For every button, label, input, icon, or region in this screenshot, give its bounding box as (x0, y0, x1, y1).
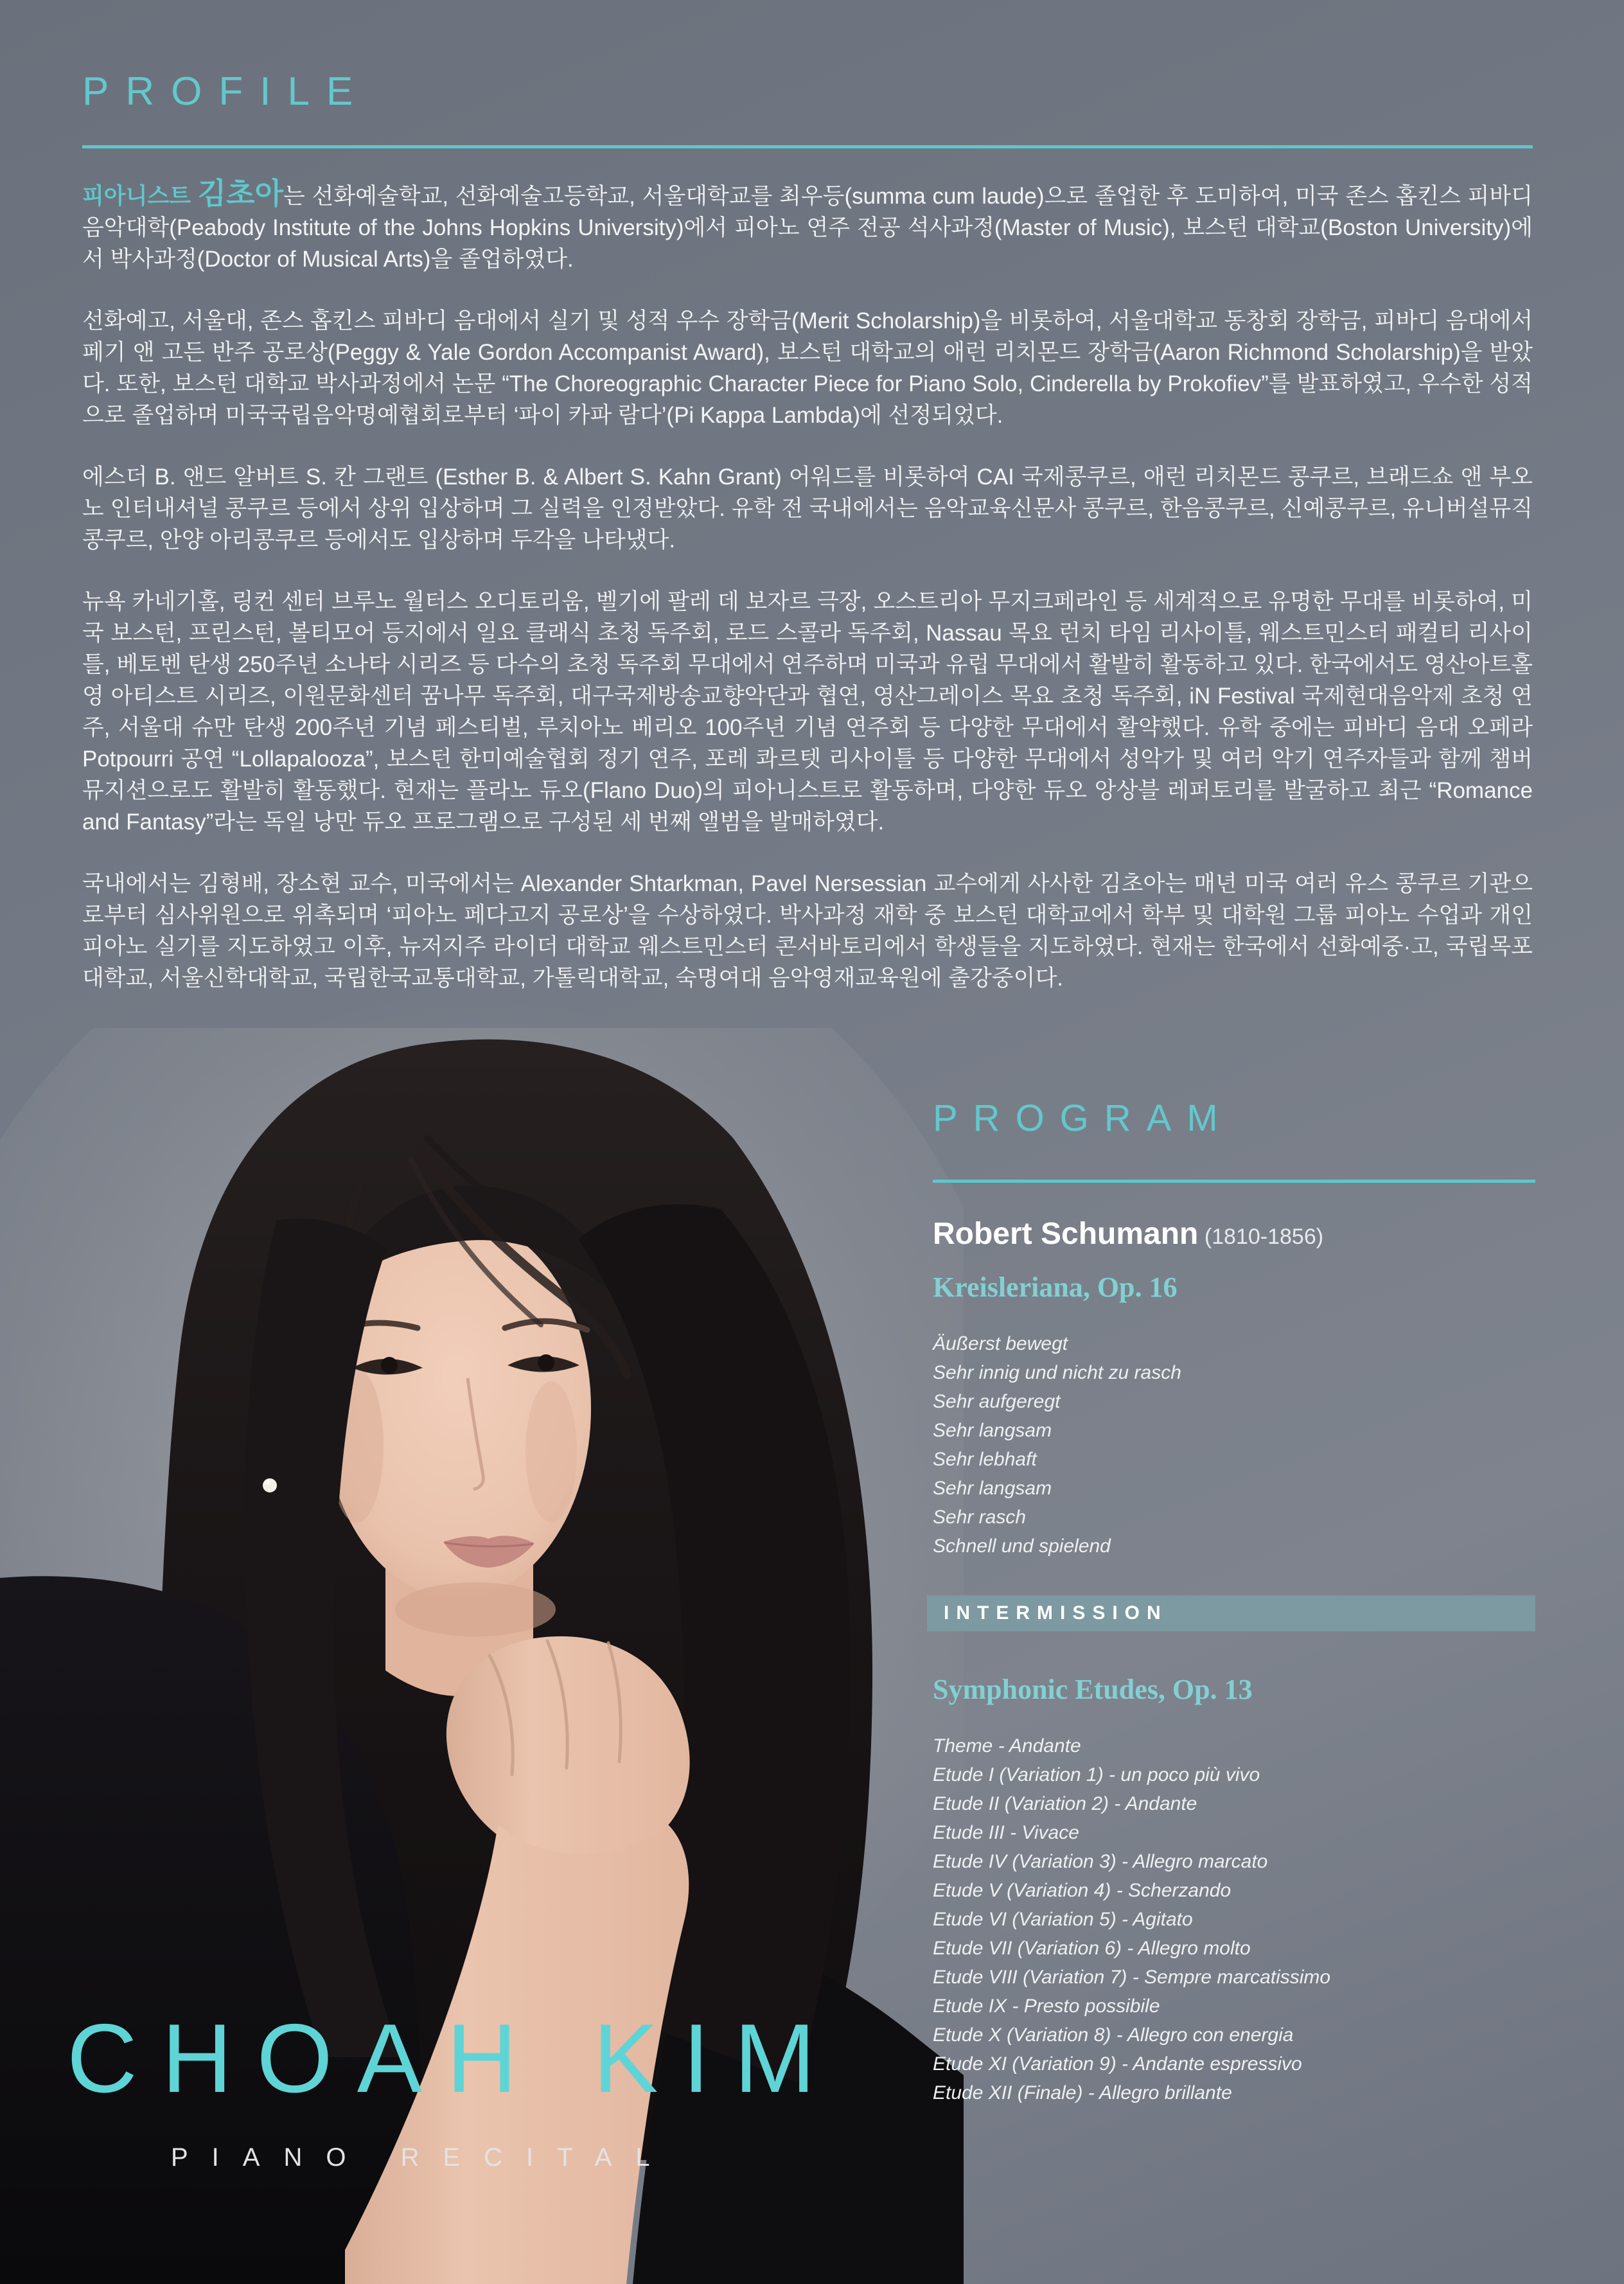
movement: Etude VI (Variation 5) - Agitato (933, 1909, 1193, 1930)
movement: Sehr langsam (933, 1478, 1052, 1499)
artist-name: CHOAH KIM (67, 2004, 840, 2113)
pianist-name: 김초아 (197, 177, 284, 210)
program-divider (933, 1180, 1535, 1183)
piece2-movements (933, 1731, 1535, 2107)
movement: Etude VIII (Variation 7) - Sempre marcatissimo (933, 1967, 1331, 1988)
chin-shadow (395, 1582, 556, 1636)
movement: Äußerst bewegt (933, 1333, 1068, 1354)
profile-section (82, 69, 1533, 1024)
composer-line (933, 1217, 1535, 1253)
composer-dates: (1810-1856) (1198, 1225, 1324, 1249)
intermission-banner: INTERMISSION (927, 1595, 1535, 1631)
profile-divider (82, 145, 1533, 148)
profile-paragraph-3: 에스더 B. 앤드 알버트 S. 칸 그랜트 (Esther B. & Albert S. Kahn Grant) 어워드를 비롯하여 CAI 국제콩쿠르, 애런 리치몬드 콩쿠르, 브래드쇼 앤 부오노 인터내셔널 콩쿠르 등에서 상위 입상하며 그 실력을 인정받았다. 유학 전 국내에서는 음악교육신문사 콩쿠르, 한음콩쿠르, 신예콩쿠르, 유니버설뮤직콩쿠르, 안양 아리콩쿠르 등에서도 입상하며 두각을 나타냈다. (82, 465, 1533, 553)
profile-paragraph-2: 선화예고, 서울대, 존스 홉킨스 피바디 음대에서 실기 및 성적 우수 장학금(Merit Scholarship)을 비롯하여, 서울대학교 동창회 장학금, 피바디 음대에서 페기 앤 고든 반주 공로상(Peggy & Yale Gordon Accompanist Award), 보스턴 대학교의 애런 리치몬드 장학금(Aaron Richmond Scholarship)을 받았다. 또한, 보스턴 대학교 박사과정에서 논문 “The Choreographic Character Piece for Piano Solo, Cinderella by Prokofiev”를 발표하였고, 우수한 성적으로 졸업하며 미국국립음악명예협회로부터 ‘파이 카파 람다’(Pi Kappa Lambda)에 선정되었다. (82, 308, 1533, 428)
movement: Etude XI (Variation 9) - Andante espressivo (933, 2053, 1302, 2075)
profile-body (82, 178, 1533, 994)
movement: Etude IX - Presto possibile (933, 1996, 1160, 2017)
profile-heading: PROFILE (82, 69, 370, 114)
movement: Etude IV (Variation 3) - Allegro marcato (933, 1851, 1268, 1872)
pianist-label: 피아니스트 (82, 184, 198, 209)
recital-subtitle: PIANO RECITAL (171, 2143, 674, 2172)
movement: Etude II (Variation 2) - Andante (933, 1793, 1197, 1814)
piece2-title: Symphonic Etudes, Op. 13 (933, 1674, 1253, 1705)
program-section (933, 1097, 1535, 2107)
movement: Etude VII (Variation 6) - Allegro molto (933, 1938, 1251, 1959)
earring-highlight (265, 1480, 270, 1485)
movement: Sehr lebhaft (933, 1449, 1037, 1470)
profile-paragraph-5: 국내에서는 김형배, 장소현 교수, 미국에서는 Alexander Shtarkman, Pavel Nersessian 교수에게 사사한 김초아는 매년 미국 여러 유스 콩쿠르 기관으로부터 심사위원으로 위촉되며 ‘피아노 페다고지 공로상’을 수상하였다. 박사과정 재학 중 보스턴 대학교에서 학부 및 대학원 그룹 피아노 수업과 개인 피아노 실기를 지도하였고 이후, 뉴저지주 라이더 대학교 웨스트민스터 콘서바토리에서 학생들을 지도하였다. 현재는 한국에서 선화예중·고, 국립목포대학교, 서울신학대학교, 국립한국교통대학교, 가톨릭대학교, 숙명여대 음악영재교육원에 출강중이다. (82, 871, 1533, 991)
movement: Sehr rasch (933, 1507, 1027, 1528)
movement: Sehr aufgeregt (933, 1391, 1061, 1412)
movement: Etude I (Variation 1) - un poco più vivo (933, 1764, 1260, 1785)
profile-paragraph-4: 뉴욕 카네기홀, 링컨 센터 브루노 월터스 오디토리움, 벨기에 팔레 데 보자르 극장, 오스트리아 무지크페라인 등 세계적으로 유명한 무대를 비롯하여, 미국 보스턴, 프린스턴, 볼티모어 등지에서 일요 클래식 초청 독주회, 로드 스콜라 독주회, Nassau 목요 런치 타임 리사이틀, 웨스트민스터 패컬티 리사이틀, 베토벤 탄생 250주년 소나타 시리즈 등 다수의 초청 독주회 무대에서 연주하며 미국과 유럽 무대에서 활발히 활동하고 있다. 한국에서도 영산아트홀 영 아티스트 시리즈, 이원문화센터 꿈나무 독주회, 대구국제방송교향악단과 협연, 영산그레이스 목요 초청 독주회, iN Festival 국제현대음악제 초청 연주, 서울대 슈만 탄생 200주년 기념 페스티벌, 루치아노 베리오 100주년 기념 연주회 등 다양한 무대에서 활약했다. 유학 중에는 피바디 음대 오페라 Potpourri 공연 “Lollapalooza”, 보스턴 한미예술협회 정기 연주, 포레 콰르텟 리사이틀 등 다양한 무대에서 성악가 및 여러 악기 연주자들과 함께 챔버 뮤지션으로도 활발히 활동했다. 현재는 플라노 듀오(Flano Duo)의 피아니스트로 활동하며, 다양한 듀오 앙상블 레퍼토리를 발굴하고 최근 “Romance and Fantasy”라는 독일 낭만 듀오 프로그램으로 구성된 세 번째 앨범을 발매하였다. (82, 589, 1533, 835)
movement: Schnell und spielend (933, 1536, 1111, 1557)
profile-paragraph-1 (82, 178, 1533, 275)
cheek-shadow-right (525, 1381, 577, 1523)
movement: Sehr langsam (933, 1420, 1052, 1441)
movement: Theme - Andante (933, 1735, 1081, 1757)
movement: Etude XII (Finale) - Allegro brillante (933, 2082, 1232, 2103)
earring (263, 1478, 277, 1492)
composer-name: Robert Schumann (933, 1217, 1199, 1251)
movement: Etude V (Variation 4) - Scherzando (933, 1880, 1231, 1901)
movement: Etude III - Vivace (933, 1822, 1079, 1843)
piece1-movements (933, 1329, 1535, 1561)
program-heading: PROGRAM (933, 1097, 1233, 1139)
profile-paragraph-1-text: 는 선화예술학교, 선화예술고등학교, 서울대학교를 최우등(summa cum laude)으로 졸업한 후 도미하여, 미국 존스 홉킨스 피바디 음악대학(Peabody Institute of the Johns Hopkins University)에서 피아노 연주 전공 석사과정(Master of Music), 보스턴 대학교(Boston University)에서 박사과정(Doctor of Musical Arts)을 졸업하였다. (82, 184, 1533, 272)
movement: Etude X (Variation 8) - Allegro con energia (933, 2024, 1294, 2046)
piece1-title: Kreisleriana, Op. 16 (933, 1271, 1178, 1303)
movement: Sehr innig und nicht zu rasch (933, 1362, 1181, 1383)
